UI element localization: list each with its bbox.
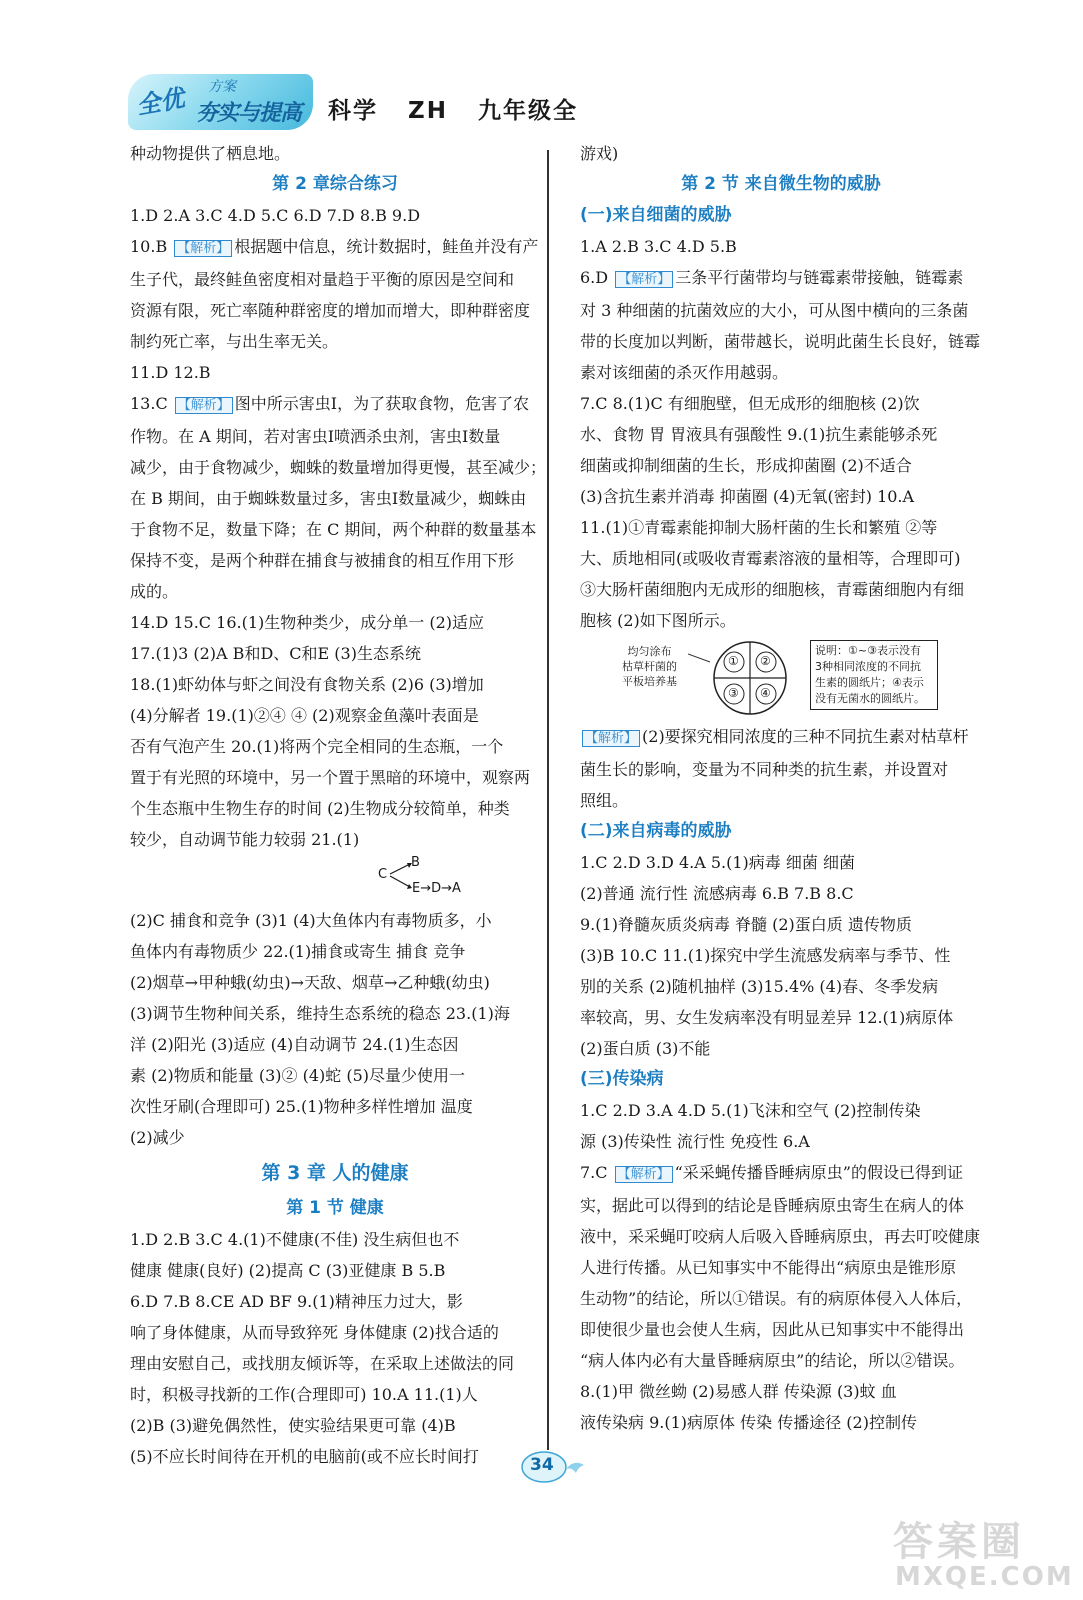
answer-line: (2)烟草→甲种蛾(幼虫)→天敌、烟草→乙种蛾(幼虫) bbox=[130, 973, 490, 992]
answer-text: 三条平行菌带均与链霉素带接触，链霉素 bbox=[675, 268, 964, 287]
answer-line: 别的关系 (2)随机抽样 (3)15.4% (4)春、冬季发病 bbox=[580, 977, 939, 996]
answer-text: 根据题中信息，统计数据时，鲑鱼并没有产 bbox=[234, 237, 539, 256]
answer-line: (5)不应长时间待在开机的电脑前(或不应长时间打 bbox=[130, 1447, 479, 1466]
analysis-tag: 【解析】 bbox=[174, 240, 232, 257]
answer-number: 10.B bbox=[130, 237, 173, 256]
page-number-badge bbox=[520, 1447, 590, 1487]
analysis-tag: 【解析】 bbox=[615, 1166, 673, 1183]
figure-label-line: 平板培养基 bbox=[622, 675, 677, 688]
disc-label-2: ② bbox=[760, 654, 771, 668]
answer-line: 种动物提供了栖息地。 bbox=[130, 144, 291, 163]
chain-e-d-a: E→D→A bbox=[412, 881, 461, 896]
disc-label-3: ③ bbox=[728, 686, 739, 700]
node-c: C bbox=[378, 867, 388, 882]
answer-line: 1.C 2.D 3.A 4.D 5.(1)飞沫和空气 (2)控制传染 bbox=[580, 1101, 921, 1120]
section-heading: 第 1 节 健康 bbox=[286, 1198, 384, 1218]
figure-note-line: 没有无菌水的圆纸片。 bbox=[815, 692, 925, 705]
analysis-tag: 【解析】 bbox=[175, 397, 233, 414]
answer-line: 照组。 bbox=[580, 791, 629, 810]
answer-line: ③大肠杆菌细胞内无成形的细胞核，青霉菌细胞内有细 bbox=[580, 580, 965, 599]
logo-line2: 夯实与提高 bbox=[196, 101, 302, 126]
answer-number: 6.D bbox=[580, 268, 614, 287]
answer-line: (2)蛋白质 (3)不能 bbox=[580, 1039, 711, 1058]
answer-line: 于食物不足，数量下降；在 C 期间，两个种群的数量基本 bbox=[130, 520, 537, 539]
disc-label-4: ④ bbox=[760, 686, 771, 700]
answer-line: 理由安慰自己，或找朋友倾诉等，在采取上述做法的同 bbox=[130, 1354, 515, 1373]
food-web-diagram bbox=[130, 855, 540, 905]
answer-line: 1.A 2.B 3.C 4.D 5.B bbox=[580, 237, 737, 256]
answer-line: 1.C 2.D 3.D 4.A 5.(1)病毒 细菌 细菌 bbox=[580, 853, 855, 872]
answer-line: (3)含抗生素并消毒 抑菌圈 (4)无氧(密封) 10.A bbox=[580, 487, 915, 506]
answer-line bbox=[580, 721, 982, 754]
answer-line: 源 (3)传染性 流行性 免疫性 6.A bbox=[580, 1132, 810, 1151]
answer-line: 人进行传播。从已知事实中不能得出“病原虫是锥形原 bbox=[580, 1258, 957, 1277]
answer-line: 液中，采采蝇叮咬病人后吸入昏睡病原虫，再去叮咬健康 bbox=[580, 1227, 981, 1246]
section-heading: 第 2 节 来自微生物的威胁 bbox=[681, 174, 881, 194]
answer-line: 液传染病 9.(1)病原体 传染 传播途径 (2)控制传 bbox=[580, 1413, 917, 1432]
answer-line: (2)C 捕食和竞争 (3)1 (4)大鱼体内有毒物质多，小 bbox=[130, 911, 492, 930]
answer-line: 对 3 种细菌的抗菌效应的大小，可从图中横向的三条菌 bbox=[580, 301, 969, 320]
petri-dish-figure bbox=[580, 636, 982, 721]
figure-label-line: 枯草杆菌的 bbox=[622, 660, 677, 673]
page-title: 科学 ZH 九年级全 bbox=[328, 98, 578, 124]
answer-line: 保持不变，是两个种群在捕食与被捕食的相互作用下形 bbox=[130, 551, 515, 570]
answer-line bbox=[580, 262, 982, 295]
analysis-tag: 【解析】 bbox=[582, 730, 640, 747]
answer-line: 14.D 15.C 16.(1)生物种类少，成分单一 (2)适应 bbox=[130, 613, 484, 632]
answer-line: 时，积极寻找新的工作(合理即可) 10.A 11.(1)人 bbox=[130, 1385, 478, 1404]
answer-line: 9.(1)脊髓灰质炎病毒 脊髓 (2)蛋白质 遗传物质 bbox=[580, 915, 912, 934]
figure-label bbox=[622, 644, 677, 689]
answer-line: 次性牙刷(合理即可) 25.(1)物种多样性增加 温度 bbox=[130, 1097, 473, 1116]
answer-line: (2)B (3)避免偶然性，使实验结果更可靠 (4)B bbox=[130, 1416, 456, 1435]
chapter-heading: 第 3 章 人的健康 bbox=[261, 1162, 409, 1184]
watermark bbox=[875, 1510, 1075, 1600]
answer-line: 胞核 (2)如下图所示。 bbox=[580, 611, 736, 630]
answer-line: 素对该细菌的杀灭作用越弱。 bbox=[580, 363, 789, 382]
answer-number: 13.C bbox=[130, 394, 173, 413]
food-web-arrows bbox=[388, 855, 418, 895]
answer-line: 作物。在 A 期间，若对害虫Ⅰ喷洒杀虫剂，害虫Ⅰ数量 bbox=[130, 427, 501, 446]
answer-line: 18.(1)虾幼体与虾之间没有食物关系 (2)6 (3)增加 bbox=[130, 675, 484, 694]
answer-line: 生动物”的结论，所以①错误。有的病原体侵入人体后， bbox=[580, 1289, 973, 1308]
answer-line: 在 B 期间，由于蜘蛛数量过多，害虫Ⅰ数量减少，蜘蛛由 bbox=[130, 489, 527, 508]
subsection-heading: (一)来自细菌的威胁 bbox=[580, 205, 732, 225]
answer-line: 7.C 8.(1)C 有细胞壁，但无成形的细胞核 (2)饮 bbox=[580, 394, 920, 413]
answer-line: 即使很少量也会使人生病，因此从已知事实中不能得出 bbox=[580, 1320, 965, 1339]
answer-line: 成的。 bbox=[130, 582, 179, 601]
answer-text: 图中所示害虫Ⅰ，为了获取食物，危害了农 bbox=[234, 394, 530, 413]
node-b: B bbox=[411, 855, 420, 870]
answer-line: 1.D 2.A 3.C 4.D 5.C 6.D 7.D 8.B 9.D bbox=[130, 206, 421, 225]
answer-line: 游戏) bbox=[580, 144, 619, 163]
watermark-url: MXQE.COM bbox=[895, 1562, 1074, 1592]
figure-note-line: 生素的圆纸片；④表示 bbox=[815, 676, 924, 689]
figure-label-line: 均匀涂布 bbox=[627, 645, 672, 658]
page-number: 34 bbox=[530, 1455, 554, 1475]
answer-line: 洋 (2)阳光 (3)适应 (4)自动调节 24.(1)生态因 bbox=[130, 1035, 459, 1054]
answer-text: (2)要探究相同浓度的三种不同抗生素对枯草杆 bbox=[642, 727, 969, 746]
logo-line1: 方案 bbox=[208, 79, 236, 95]
answer-line: 11.D 12.B bbox=[130, 363, 211, 382]
answer-line: 6.D 7.B 8.CE AD BF 9.(1)精神压力过大，影 bbox=[130, 1292, 463, 1311]
figure-note-line: 说明：①~③表示没有 bbox=[815, 644, 921, 657]
answer-line: 较少，自动调节能力较弱 21.(1) bbox=[130, 830, 360, 849]
answer-line: 11.(1)①青霉素能抑制大肠杆菌的生长和繁殖 ②等 bbox=[580, 518, 938, 537]
analysis-tag: 【解析】 bbox=[615, 271, 673, 288]
answer-line: 生子代，最终鲑鱼密度相对量趋于平衡的原因是空间和 bbox=[130, 270, 515, 289]
disc-label-1: ① bbox=[728, 654, 739, 668]
answer-line: 响了身体健康，从而导致猝死 身体健康 (2)找合适的 bbox=[130, 1323, 499, 1342]
answer-line: 水、食物 胃 胃液具有强酸性 9.(1)抗生素能够杀死 bbox=[580, 425, 938, 444]
section-heading: 第 2 章综合练习 bbox=[272, 174, 398, 194]
series-logo bbox=[128, 74, 313, 130]
right-column bbox=[580, 138, 982, 1438]
column-divider bbox=[547, 150, 549, 1450]
subsection-heading: (三)传染病 bbox=[580, 1069, 664, 1089]
answer-number: 7.C bbox=[580, 1163, 613, 1182]
page-header bbox=[128, 74, 588, 134]
answer-line bbox=[580, 1157, 982, 1190]
answer-line: “病人体内必有大量昏睡病原虫”的结论，所以②错误。 bbox=[580, 1351, 965, 1370]
answer-line bbox=[130, 388, 540, 421]
answer-line: 个生态瓶中生物生存的时间 (2)生物成分较简单，种类 bbox=[130, 799, 510, 818]
answer-line: (2)减少 bbox=[130, 1128, 185, 1147]
answer-line: 减少，由于食物减少，蜘蛛的数量增加得更慢，甚至减少； bbox=[130, 458, 547, 477]
answer-line: 大、质地相同(或吸收青霉素溶液的量相等，合理即可) bbox=[580, 549, 961, 568]
answer-line: 菌生长的影响，变量为不同种类的抗生素，并设置对 bbox=[580, 760, 949, 779]
answer-line: 健康 健康(良好) (2)提高 C (3)亚健康 B 5.B bbox=[130, 1261, 446, 1280]
answer-line: 制约死亡率，与出生率无关。 bbox=[130, 332, 339, 351]
answer-line: 细菌或抑制细菌的生长，形成抑菌圈 (2)不适合 bbox=[580, 456, 912, 475]
watermark-text: 答案圈 bbox=[893, 1519, 1025, 1565]
answer-line: (3)调节生物种间关系，维持生态系统的稳态 23.(1)海 bbox=[130, 1004, 510, 1023]
answer-line: 1.D 2.B 3.C 4.(1)不健康(不佳) 没生病但也不 bbox=[130, 1230, 460, 1249]
answer-line: 素 (2)物质和能量 (3)② (4)蛇 (5)尽量少使用一 bbox=[130, 1066, 466, 1085]
answer-line: 带的长度加以判断，菌带越长，说明此菌生长良好，链霉 bbox=[580, 332, 981, 351]
answer-line: (2)普通 流行性 流感病毒 6.B 7.B 8.C bbox=[580, 884, 854, 903]
answer-line: 率较高，男、女生发病率没有明显差异 12.(1)病原体 bbox=[580, 1008, 954, 1027]
answer-line: 否有气泡产生 20.(1)将两个完全相同的生态瓶，一个 bbox=[130, 737, 504, 756]
petri-dish bbox=[688, 638, 798, 718]
answer-line: 17.(1)3 (2)A B和D、C和E (3)生态系统 bbox=[130, 644, 421, 663]
answer-line bbox=[130, 231, 540, 264]
answer-line: 实，据此可以得到的结论是昏睡病原虫寄生在病人的体 bbox=[580, 1196, 965, 1215]
answer-line: (3)B 10.C 11.(1)探究中学生流感发病率与季节、性 bbox=[580, 946, 951, 965]
answer-line: 8.(1)甲 微丝蚴 (2)易感人群 传染源 (3)蚊 血 bbox=[580, 1382, 897, 1401]
figure-note-box bbox=[810, 640, 938, 710]
figure-note-line: 3种相同浓度的不同抗 bbox=[815, 660, 921, 673]
answer-text: “采采蝇传播昏睡病原虫”的假设已得到证 bbox=[674, 1163, 963, 1182]
logo-large-text: 全优 bbox=[134, 84, 187, 120]
answer-line: 鱼体内有毒物质少 22.(1)捕食或寄生 捕食 竞争 bbox=[130, 942, 466, 961]
answer-line: (4)分解者 19.(1)②④ ④ (2)观察金鱼藻叶表面是 bbox=[130, 706, 479, 725]
answer-line: 置于有光照的环境中，另一个置于黑暗的环境中，观察两 bbox=[130, 768, 531, 787]
subsection-heading: (二)来自病毒的威胁 bbox=[580, 821, 732, 841]
answer-line: 资源有限，死亡率随种群密度的增加而增大，即种群密度 bbox=[130, 301, 531, 320]
